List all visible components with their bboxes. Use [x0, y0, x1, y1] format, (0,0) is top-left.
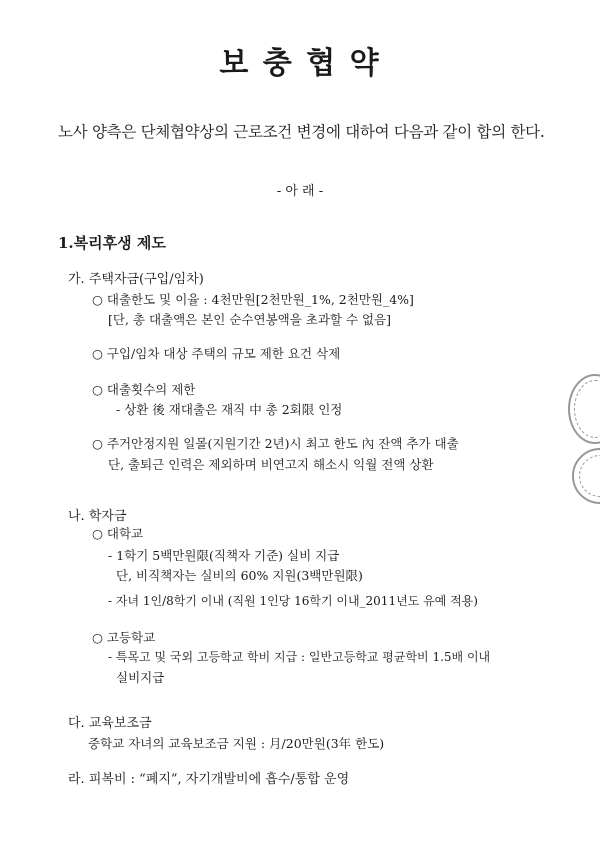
university-tuition-line1: - 1학기 5백만원限(직책자 기준) 실비 지급 [108, 548, 340, 563]
university-tuition-line2: 단, 비직책자는 실비의 60% 지원(3백만원限) [116, 568, 363, 583]
highschool-tuition-line2: 실비지급 [116, 670, 165, 685]
education-subsidy-detail: 중학교 자녀의 교육보조금 지원 : 月/20만원(3年 한도) [88, 736, 385, 751]
housing-stability-support: ○ 주거안정지원 일몰(지원기간 2년)시 최고 한도 內 잔액 추가 대출 [92, 436, 459, 451]
highschool-tuition-line1: - 특목고 및 국외 고등학교 학비 지급 : 일반고등학교 평균학비 1.5배 이내 [108, 650, 491, 664]
education-subsidy-heading: 다. 교육보조금 [68, 716, 152, 731]
arae-divider: - 아 래 - [276, 184, 324, 199]
loan-count-limit-detail: - 상환 後 재대출은 재직 中 총 2회限 인정 [116, 402, 343, 417]
housing-stability-support-note: 단, 출퇴근 인력은 제외하며 비연고지 해소시 익월 전액 상환 [108, 457, 434, 472]
loan-count-limit: ○ 대출횟수의 제한 [92, 382, 196, 397]
housing-loan-limit-note: [단, 총 대출액은 본인 순수연봉액을 초과할 수 없음] [108, 312, 392, 327]
document-title: 보 충 협 약 [219, 46, 381, 81]
clothing-allowance: 라. 피복비 : “폐지”, 자기개발비에 흡수/통합 운영 [68, 772, 350, 787]
seal-stamp [568, 374, 600, 444]
university-tuition-line3: - 자녀 1인/8학기 이내 (직원 1인당 16학기 이내_2011년도 유예 적용) [108, 594, 478, 608]
intro-sentence: 노사 양측은 단체협약상의 근로조건 변경에 대하여 다음과 같이 합의 한다. [58, 123, 545, 141]
tuition-heading: 나. 학자금 [68, 509, 127, 524]
seal-stamp [572, 448, 600, 504]
section-welfare-heading: 1.복리후생 제도 [58, 234, 166, 252]
housing-size-restriction: ○ 구입/임차 대상 주택의 규모 제한 요건 삭제 [92, 346, 341, 361]
highschool-label: ○ 고등학교 [92, 630, 156, 645]
university-label: ○ 대학교 [92, 526, 144, 541]
housing-fund-heading: 가. 주택자금(구입/임차) [68, 272, 204, 287]
housing-loan-limit: ○ 대출한도 및 이율 : 4천만원[2천만원_1%, 2천만원_4%] [92, 292, 414, 307]
